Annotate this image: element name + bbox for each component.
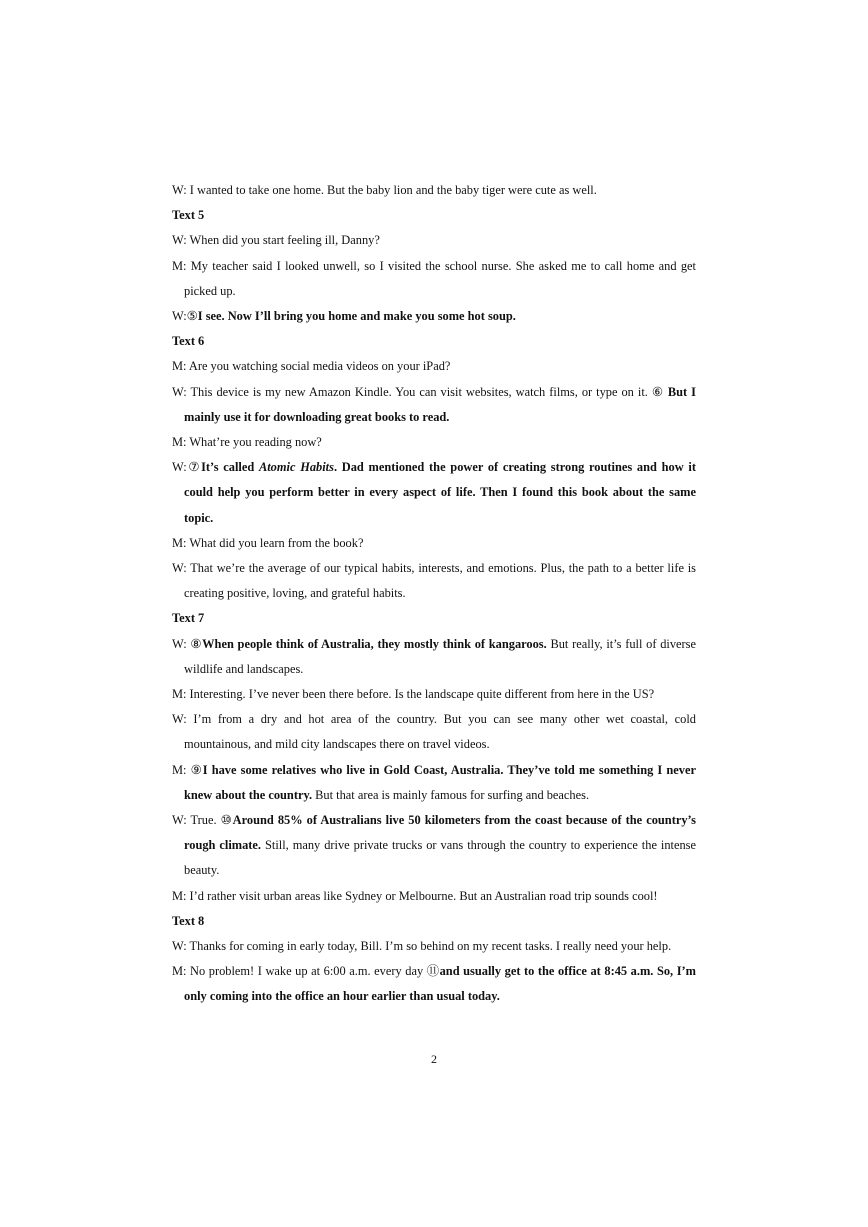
dialogue-line bbox=[172, 380, 696, 430]
text-span: W:⑤ bbox=[172, 308, 198, 323]
text-span: W: Thanks for coming in early today, Bill. I’m so behind on my recent tasks. I really need your help. bbox=[172, 938, 672, 953]
text-span: M: Are you watching social media videos on your iPad? bbox=[172, 359, 451, 374]
bold-text bbox=[259, 460, 334, 474]
section-heading bbox=[172, 329, 696, 354]
dialogue-line bbox=[172, 758, 696, 808]
text-span: M: Interesting. I’ve never been there before. Is the landscape quite different from here in the US? bbox=[172, 686, 655, 701]
page-number: 2 bbox=[431, 1052, 437, 1066]
text-span: Text 5 bbox=[172, 208, 205, 223]
dialogue-line bbox=[172, 430, 696, 455]
dialogue-line bbox=[172, 934, 696, 959]
dialogue-line bbox=[172, 354, 696, 379]
section-heading bbox=[172, 909, 696, 934]
dialogue-line bbox=[172, 228, 696, 253]
dialogue-line bbox=[172, 531, 696, 556]
dialogue-line bbox=[172, 632, 696, 682]
dialogue-line bbox=[172, 682, 696, 707]
text-span: Still, many drive private trucks or vans through the country to experience the intense beauty. bbox=[184, 838, 697, 878]
dialogue-line bbox=[172, 707, 696, 757]
bold-text: . Dad mentioned the power of creating strong routines and how it could help you perform better in every aspect of life. Then I found this book about the same topic. bbox=[184, 460, 696, 525]
dialogue-line bbox=[172, 304, 696, 329]
text-span: M: My teacher said I looked unwell, so I visited the school nurse. She asked me to call home and get picked up. bbox=[172, 258, 696, 298]
text-span: M: I’d rather visit urban areas like Sydney or Melbourne. But an Australian road trip sounds cool! bbox=[172, 888, 658, 903]
bold-text: I see. Now I’ll bring you home and make you some hot soup. bbox=[197, 308, 516, 323]
text-span: But that area is mainly famous for surfing and beaches. bbox=[312, 787, 590, 802]
bold-text: But I mainly use it for downloading great books to read. bbox=[184, 384, 696, 424]
text-span: M: No problem! I wake up at 6:00 a.m. every day ⑪ bbox=[172, 964, 440, 979]
text-span: But really, it’s full of diverse wildlife and landscapes. bbox=[184, 636, 696, 676]
text-span: W: That we’re the average of our typical habits, interests, and emotions. Plus, the path to a better life is creating positive, loving, and grateful habits. bbox=[172, 560, 696, 601]
section-heading bbox=[172, 203, 696, 228]
dialogue-line bbox=[172, 884, 696, 909]
text-span: W:⑦ bbox=[172, 460, 202, 475]
text-span: Text 6 bbox=[172, 334, 205, 349]
bold-text: I have some relatives who live in Gold Coast, Australia. They’ve told me something I never knew about the country. bbox=[184, 762, 696, 802]
text-span: W: This device is my new Amazon Kindle. You can visit websites, watch films, or type on it. ⑥ bbox=[172, 384, 668, 399]
text-span: Text 8 bbox=[172, 913, 205, 928]
text-span: M: What’re you reading now? bbox=[172, 434, 322, 449]
italic-bold-text: Atomic Habits bbox=[258, 460, 334, 475]
text-span: Text 7 bbox=[172, 611, 205, 626]
dialogue-line bbox=[172, 808, 696, 884]
text-span: W: True. ⑩ bbox=[172, 812, 233, 827]
text-span: W: I wanted to take one home. But the baby lion and the baby tiger were cute as well. bbox=[172, 183, 597, 197]
text-span: W: ⑧ bbox=[172, 636, 203, 651]
bold-text: When people think of Australia, they mostly think of kangaroos. bbox=[202, 636, 547, 651]
text-span: W: I’m from a dry and hot area of the country. But you can see many other wet coastal, cold mountainous, and mild city landscapes there on travel videos. bbox=[172, 712, 696, 752]
text-span: M: What did you learn from the book? bbox=[172, 535, 364, 550]
dialogue-line bbox=[172, 178, 696, 203]
text-span: M: ⑨ bbox=[172, 762, 203, 777]
document-body bbox=[172, 178, 696, 1010]
section-heading bbox=[172, 606, 696, 631]
dialogue-line bbox=[172, 455, 696, 531]
bold-text: Around 85% of Australians live 50 kilometers from the coast because of the country’s rough climate. bbox=[184, 812, 696, 853]
bold-text: and usually get to the office at 8:45 a.m. So, I’m only coming into the office an hour earlier than usual today. bbox=[184, 964, 696, 1004]
dialogue-line bbox=[172, 254, 696, 304]
bold-text: It’s called bbox=[201, 460, 259, 475]
dialogue-line bbox=[172, 556, 696, 606]
text-span: W: When did you start feeling ill, Danny? bbox=[172, 233, 380, 248]
dialogue-line bbox=[172, 959, 696, 1009]
